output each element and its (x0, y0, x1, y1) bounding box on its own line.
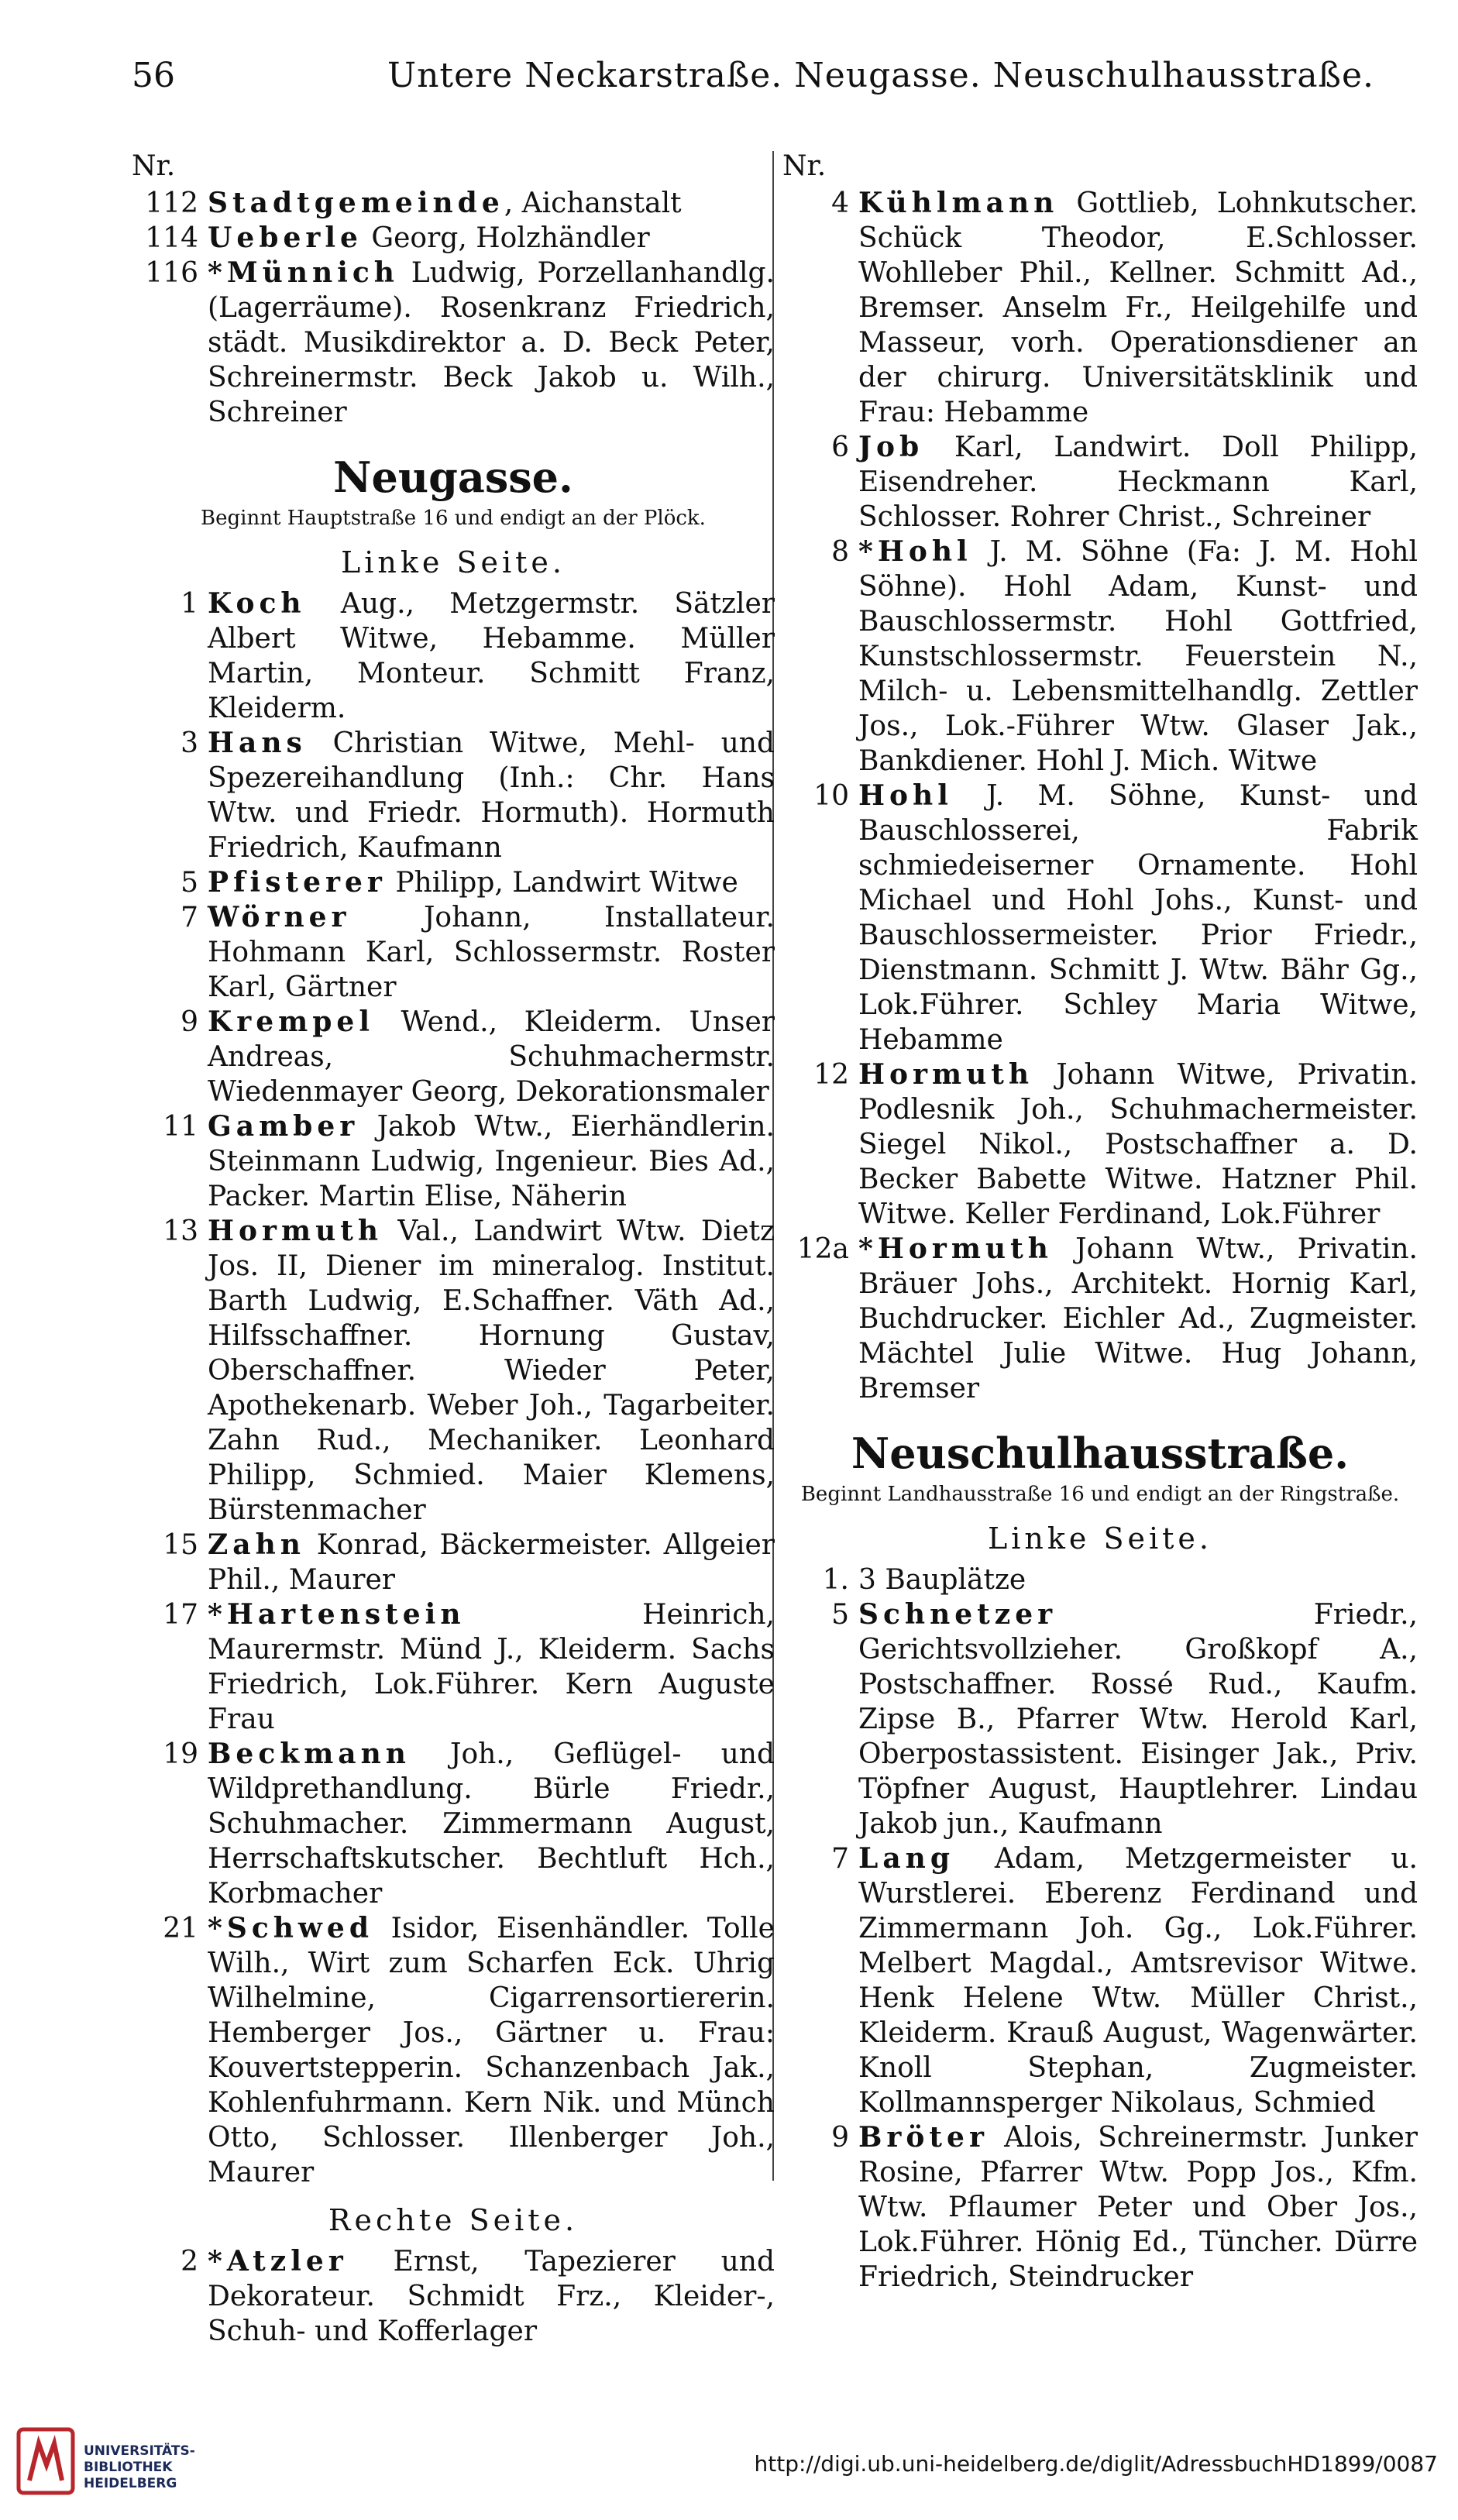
library-name: UNIVERSITÄTS- BIBLIOTHEK HEIDELBERG (84, 2443, 195, 2491)
resident-text (208, 1005, 775, 1109)
residents: Karl, Landwirt. Doll Philipp, Eisendreher. Heckmann Karl, Schlosser. Rohrer Christ., Schreiner (858, 431, 1418, 533)
right-column (782, 147, 1418, 2295)
resident-text (858, 1232, 1418, 1406)
resident-text (208, 726, 775, 865)
resident-text (858, 430, 1418, 535)
house-entry (132, 1528, 775, 1597)
residents: Adam, Metzgermeister u. Wurstlerei. Eberenz Ferdinand und Zimmermann Joh. Gg., Lok.Führer. Melbert Magdal., Amtsrevisor Witwe. Henk Helene Wtw. Müller Christ., Kleiderm. Krauß August, Wagenwärter. Knoll Stephan, Zugmeister. Kollmannsperger Nikolaus, Schmied (858, 1843, 1418, 2119)
house-entry (132, 186, 775, 221)
house-number: 7 (181, 902, 198, 933)
resident-text (208, 1214, 775, 1528)
resident-text (208, 586, 775, 726)
house-number: 3 (181, 727, 198, 759)
owner-name: Lang (858, 1842, 954, 1875)
residents: Friedr., Gerichtsvollzieher. Großkopf A., Postschaffner. Rossé Rud., Kaufm. Zipse B., Pfarrer Wtw. Herold Karl, Oberpostassistent. Eisinger Jak., Priv. Töpfner August, Hauptlehrer. Lindau Jakob jun., Kaufmann (858, 1599, 1418, 1840)
house-entry (132, 726, 775, 865)
resident-text (858, 1841, 1418, 2120)
owner-name: Wörner (208, 901, 351, 933)
entry-list (782, 1563, 1418, 2295)
source-url-link[interactable]: http://digi.ub.uni-heidelberg.de/diglit/AdressbuchHD1899/0087 (754, 2451, 1438, 2477)
residents: Konrad, Bäckermeister. Allgeier Phil., Maurer (208, 1529, 775, 1596)
owner-name: Job (858, 431, 924, 463)
house-number: 12 (813, 1059, 849, 1091)
nr-label: Nr. (782, 150, 827, 182)
house-number: 114 (145, 222, 198, 254)
house-entry (782, 1232, 1418, 1406)
house-entry (132, 1597, 775, 1737)
house-entry (782, 186, 1418, 430)
house-entry (132, 1737, 775, 1911)
residents: Joh., Geflügel- und Wildprethandlung. Bürle Friedr., Schuhmacher. Zimmermann August, Herrschaftskutscher. Bechtluft Hch., Korbmacher (208, 1738, 775, 1910)
resident-text (858, 1057, 1418, 1232)
owner-name: *Schwed (208, 1912, 373, 1944)
house-number: 112 (145, 187, 198, 219)
entry-list (132, 586, 775, 2190)
house-entry (132, 865, 775, 900)
resident-text (858, 535, 1418, 779)
residents: Alois, Schreinermstr. Junker Rosine, Pfarrer Wtw. Popp Jos., Kfm. Wtw. Pflaumer Peter und Ober Jos., Lok.Führer. Hönig Ed., Tüncher. Dürre Friedrich, Steindrucker (858, 2122, 1418, 2293)
house-entry (132, 256, 775, 430)
residents: Gottlieb, Lohnkutscher. Schück Theodor, E.Schlosser. Wohlleber Phil., Kellner. Schmitt Ad., Bremser. Anselm Fr., Heilgehilfe und Masseur, vorh. Operationsdiener an der chirurg. Universitätsklinik und Frau: Hebamme (858, 187, 1418, 428)
page-number: 56 (132, 56, 175, 95)
residents: Val., Landwirt Wtw. Dietz Jos. II, Diener im mineralog. Institut. Barth Ludwig, E.Schaffner. Väth Ad., Hilfsschaffner. Hornung Gustav, Oberschaffner. Wieder Peter, Apothekenarb. Weber Joh., Tagarbeiter. Zahn Rud., Mechaniker. Leonhard Philipp, Schmied. Maier Klemens, Bürstenmacher (208, 1215, 775, 1526)
house-entry (782, 1597, 1418, 1841)
house-entry (782, 430, 1418, 535)
page-header (132, 48, 1425, 118)
owner-name: Gamber (208, 1110, 359, 1143)
house-number: 5 (831, 1599, 849, 1631)
resident-text (208, 1109, 775, 1214)
house-number: 17 (163, 1599, 198, 1631)
house-number: 1. (822, 1564, 849, 1596)
house-entry (782, 779, 1418, 1057)
resident-text (208, 221, 775, 256)
house-number: 4 (831, 187, 849, 219)
residents: Heinrich, Maurermstr. Münd J., Kleiderm. Sachs Friedrich, Lok.Führer. Kern Auguste Frau (208, 1599, 775, 1735)
house-entry (782, 1057, 1418, 1232)
house-number: 21 (163, 1913, 198, 1944)
residents: Jakob Wtw., Eierhändlerin. Steinmann Ludwig, Ingenieur. Bies Ad., Packer. Martin Elise, Näherin (208, 1111, 775, 1212)
house-number: 9 (831, 2122, 849, 2154)
owner-name: Krempel (208, 1006, 375, 1038)
residents: J. M. Söhne (Fa: J. M. Hohl Söhne). Hohl Adam, Kunst- und Bauschlossermstr. Hohl Gottfried, Kunstschlossermstr. Feuerstein N., Milch- u. Lebensmittelhandlg. Zettler Jos., Lok.-Führer Wtw. Glaser Jak., Bankdiener. Hohl J. Mich. Witwe (858, 536, 1418, 777)
residents: Johann, Installateur. Hohmann Karl, Schlossermstr. Roster Karl, Gärtner (208, 902, 775, 1003)
resident-text (858, 186, 1418, 430)
house-number: 1 (181, 588, 198, 620)
owner-name: *Hartenstein (208, 1598, 466, 1631)
library-seal-icon (15, 2426, 76, 2496)
entry-list (132, 2244, 775, 2349)
residents: Aug., Metzgermstr. Sätzler Albert Witwe, Hebamme. Müller Martin, Monteur. Schmitt Franz, Kleiderm. (208, 588, 775, 724)
owner-name: Zahn (208, 1528, 305, 1561)
owner-name: Hans (208, 727, 307, 759)
owner-name: Beckmann (208, 1738, 411, 1770)
house-entry (132, 1109, 775, 1214)
owner-name: Hormuth (208, 1215, 383, 1247)
house-entry (132, 2244, 775, 2349)
house-number: 2 (181, 2246, 198, 2278)
house-entry (132, 1911, 775, 2190)
nr-label: Nr. (132, 150, 176, 182)
house-number: 8 (831, 536, 849, 568)
house-entry (132, 1214, 775, 1528)
house-number: 12a (796, 1233, 849, 1265)
residents: Georg, Holzhändler (362, 222, 650, 254)
residents: Ernst, Tapezierer und Dekorateur. Schmidt Frz., Kleider-, Schuh- und Kofferlager (208, 2246, 775, 2347)
left-column (132, 147, 775, 2349)
house-entry (132, 586, 775, 726)
owner-name: Stadtgemeinde (208, 187, 504, 219)
resident-text (208, 900, 775, 1005)
residents: 3 Bauplätze (858, 1564, 1026, 1596)
house-entry (132, 1005, 775, 1109)
resident-text (858, 1597, 1418, 1841)
resident-text (208, 2244, 775, 2349)
house-entry (782, 1563, 1418, 1597)
house-number: 19 (163, 1738, 198, 1770)
owner-name: *Hormuth (858, 1232, 1053, 1265)
resident-text (858, 1563, 1418, 1597)
house-number: 15 (163, 1529, 198, 1561)
house-entry (782, 1841, 1418, 2120)
resident-text (208, 1528, 775, 1597)
side-heading-left: Linke Seite. (341, 545, 566, 579)
street-title-neuschulhausstrasse: Neuschulhausstraße. (851, 1428, 1350, 1478)
owner-name: *Münnich (208, 256, 399, 289)
house-number: 7 (831, 1843, 849, 1875)
resident-text (208, 256, 775, 430)
page-footer (0, 2417, 1458, 2520)
resident-text (208, 1911, 775, 2190)
house-number: 116 (145, 257, 198, 289)
owner-name: Hormuth (858, 1058, 1034, 1091)
street-description: Beginnt Hauptstraße 16 und endigt an der Plöck. (201, 507, 706, 530)
resident-text (858, 2120, 1418, 2295)
residents: Isidor, Eisenhändler. Tolle Wilh., Wirt zum Scharfen Eck. Uhrig Wilhelmine, Cigarrensortiererin. Hemberger Jos., Gärtner u. Frau: Kouvertstepperin. Schanzenbach Jak., Kohlenfuhrmann. Kern Nik. und Münch Otto, Schlosser. Illenberger Joh., Maurer (208, 1913, 775, 2188)
house-number: 10 (813, 780, 849, 812)
house-entry (782, 2120, 1418, 2295)
house-entry (132, 900, 775, 1005)
resident-text (208, 1737, 775, 1911)
residents: J. M. Söhne, Kunst- und Bauschlosserei, Fabrik schmiedeiserner Ornamente. Hohl Michael und Hohl Johs., Kunst- und Bauschlossermeister. Prior Friedr., Dienstmann. Schmitt J. Wtw. Bähr Gg., Lok.Führer. Schley Maria Witwe, Hebamme (858, 780, 1418, 1056)
house-number: 5 (181, 867, 198, 899)
residents: Johann Wtw., Privatin. Bräuer Johs., Architekt. Hornig Karl, Buchdrucker. Eichler Ad., Zugmeister. Mächtel Julie Witwe. Hug Johann, Bremser (858, 1233, 1418, 1404)
residents: Christian Witwe, Mehl- und Spezereihandlung (Inh.: Chr. Hans Wtw. und Friedr. Hormuth). Hormuth Friedrich, Kaufmann (208, 727, 775, 864)
house-entry (782, 535, 1418, 779)
resident-text (858, 779, 1418, 1057)
owner-name: Koch (208, 587, 306, 620)
running-title: Untere Neckarstraße. Neugasse. Neuschulhausstraße. (387, 56, 1374, 95)
owner-name: Schnetzer (858, 1598, 1057, 1631)
resident-text (208, 186, 775, 221)
house-entry (132, 221, 775, 256)
owner-name: *Hohl (858, 535, 972, 568)
side-heading-left: Linke Seite. (988, 1521, 1212, 1556)
house-number: 11 (163, 1111, 198, 1143)
owner-name: Hohl (858, 779, 953, 812)
residents: Johann Witwe, Privatin. Podlesnik Joh., Schuhmachermeister. Siegel Nikol., Postschaffner a. D. Becker Babette Witwe. Hatzner Phil. Witwe. Keller Ferdinand, Lok.Führer (858, 1059, 1418, 1230)
owner-name: *Atzler (208, 2245, 348, 2278)
side-heading-right: Rechte Seite. (328, 2203, 579, 2237)
house-number: 9 (181, 1006, 198, 1038)
residents: Wend., Kleiderm. Unser Andreas, Schuhmachermstr. Wiedenmayer Georg, Dekorationsmaler (208, 1006, 775, 1108)
owner-name: Kühlmann (858, 187, 1059, 219)
street-description: Beginnt Landhausstraße 16 und endigt an der Ringstraße. (800, 1483, 1400, 1506)
entry-list (782, 186, 1418, 1406)
street-title-neugasse: Neugasse. (333, 452, 573, 502)
owner-name: Bröter (858, 2121, 989, 2154)
house-number: 13 (163, 1215, 198, 1247)
house-number: 6 (831, 431, 849, 463)
residents: Ludwig, Porzellanhandlg. (Lagerräume). Rosenkranz Friedrich, städt. Musikdirektor a. D. Beck Peter, Schreinermstr. Beck Jakob u. Wilh., Schreiner (208, 257, 775, 428)
entry-list (132, 186, 775, 430)
resident-text (208, 1597, 775, 1737)
residents: , Aichanstalt (504, 187, 682, 219)
residents: Philipp, Landwirt Witwe (386, 867, 738, 899)
owner-name: Ueberle (208, 222, 363, 254)
resident-text (208, 865, 775, 900)
owner-name: Pfisterer (208, 866, 387, 899)
